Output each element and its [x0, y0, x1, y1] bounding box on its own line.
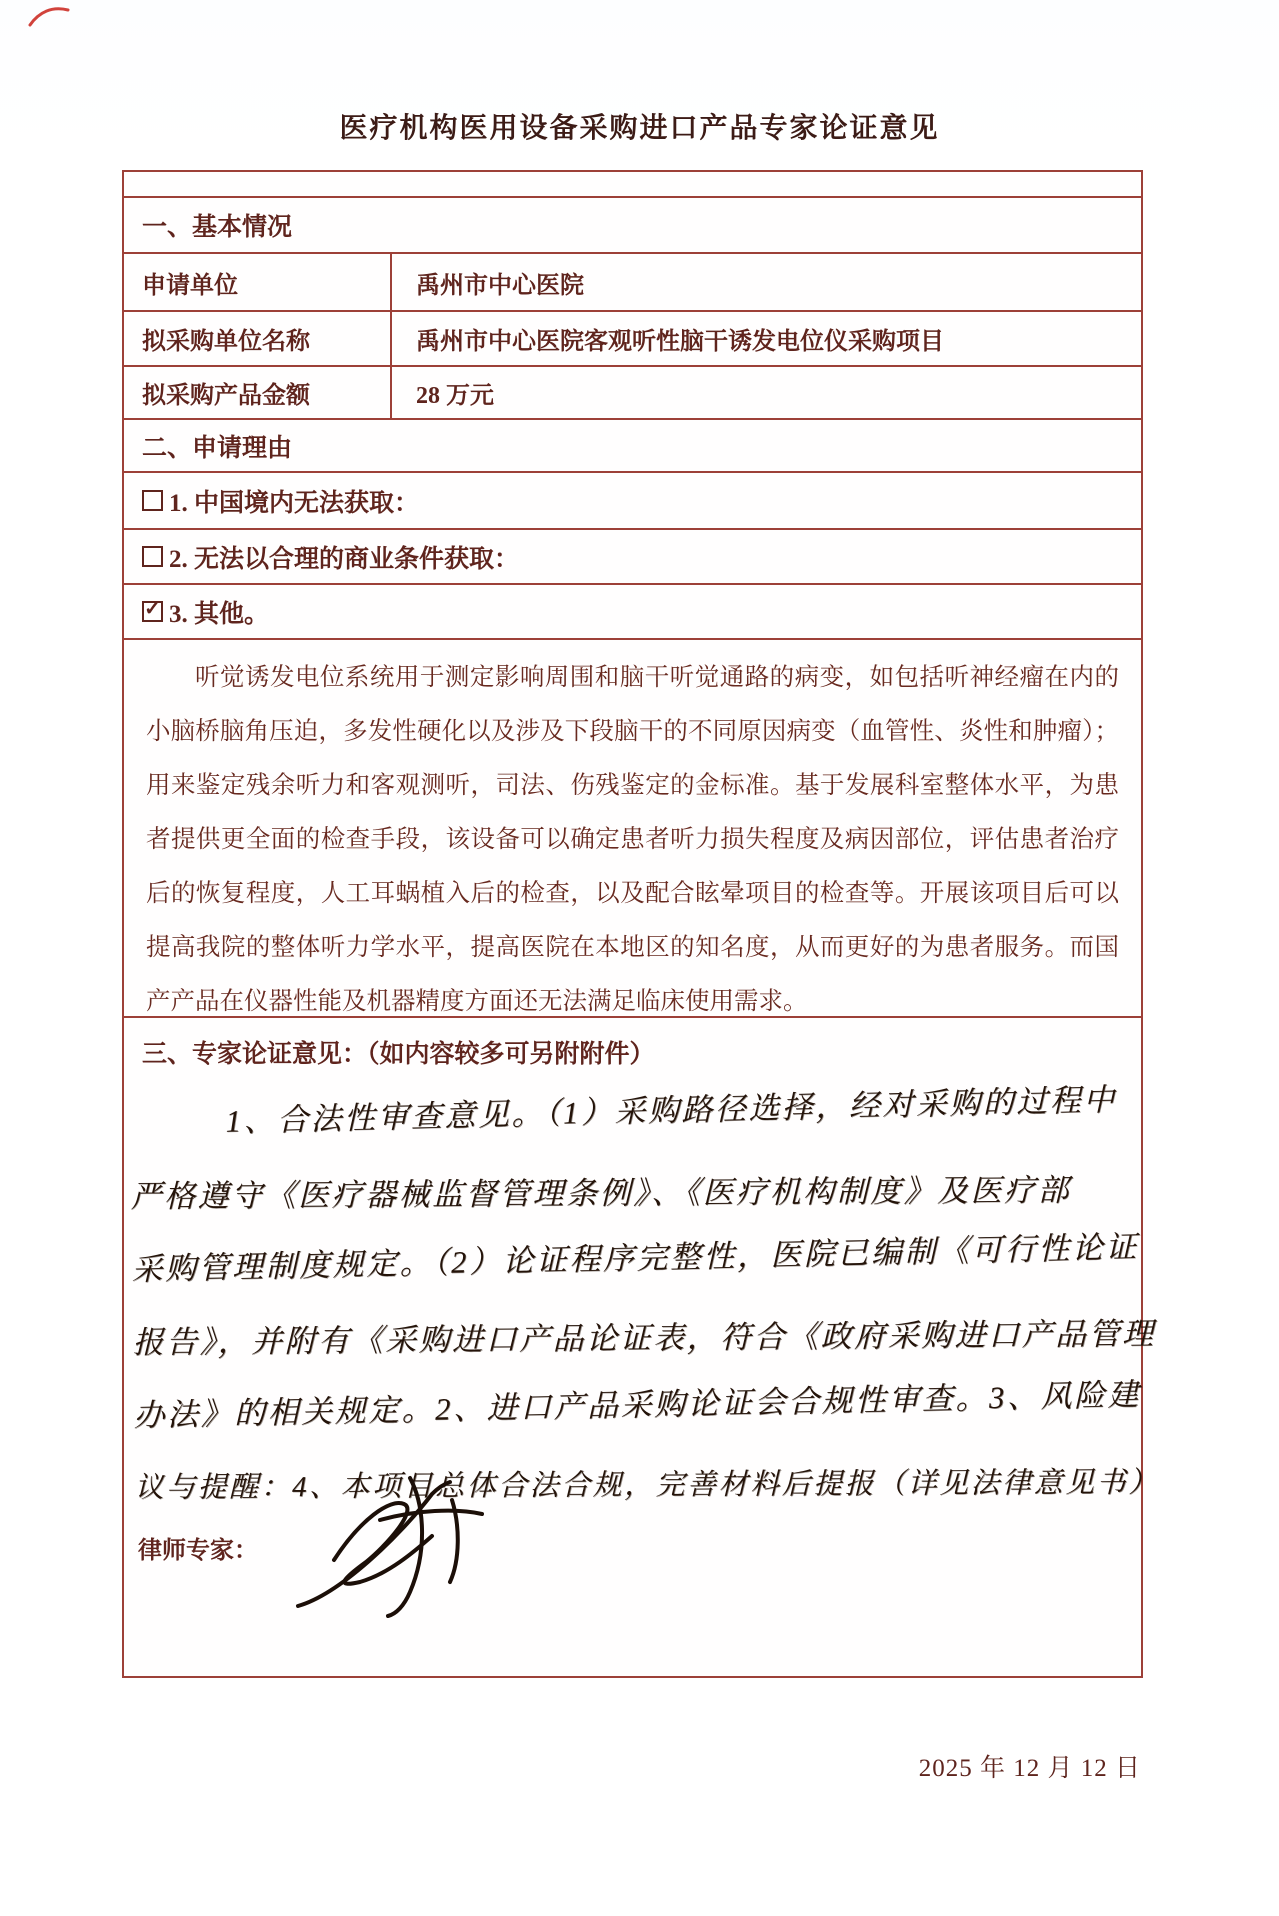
checkbox-checked-icon [142, 598, 163, 622]
handwritten-line: 采购管理制度规定。（2）论证程序完整性，医院已编制《可行性论证 [131, 1229, 1140, 1288]
form-table [122, 170, 1160, 1678]
procurement-amount-label: 拟采购产品金额 [124, 367, 392, 418]
handwritten-line: 办法》的相关规定。2、进口产品采购论证会合规性审查。3、风险建 [133, 1376, 1142, 1434]
section-expert-opinion-heading: 三、专家论证意见：（如内容较多可另附附件） [142, 1041, 655, 1068]
reason-detail-row [124, 638, 1141, 1016]
handwritten-signature [282, 1464, 522, 1634]
reason-option-1-label: 1. 中国境内无法获取： [169, 489, 420, 517]
table-top-strip [124, 172, 1141, 196]
handwritten-line: 报告》，并附有《采购进口产品论证表，符合《政府采购进口产品管理 [132, 1316, 1156, 1361]
table-row [124, 310, 1141, 365]
handwritten-opinion [129, 1073, 1160, 1525]
handwritten-line: 议与提醒：4、本项目总体合法合规，完善材料后提报（详见法律意见书） [134, 1466, 1160, 1505]
signature-block [138, 1516, 522, 1634]
procurement-name-value: 禹州市中心医院客观听性脑干诱发电位仪采购项目 [416, 329, 944, 355]
checkbox-unchecked-icon [142, 546, 163, 567]
section-basic-info-heading: 一、基本情况 [124, 196, 1141, 252]
table-row [124, 365, 1141, 418]
reason-option-3-label: 3. 其他。 [169, 600, 270, 628]
handwritten-line: 1、合法性审查意见。（1）采购路径选择，经对采购的过程中 [225, 1081, 1118, 1139]
red-pen-mark [26, 2, 72, 30]
procurement-name-label: 拟采购单位名称 [124, 312, 392, 365]
reason-detail-paragraph: 听觉诱发电位系统用于测定影响周围和脑干听觉通路的病变，如包括听神经瘤在内的小脑桥脑角压迫，多发性硬化以及涉及下段脑干的不同原因病变（血管性、炎性和肿瘤）；用来鉴定残余听力和客观测听，司法、伤残鉴定的金标准。基于发展科室整体水平，为患者提供更全面的检查手段，该设备可以确定患者听力损失程度及病因部位，评估患者治疗后的恢复程度，人工耳蜗植入后的检查，以及配合眩晕项目的检查等。开展该项目后可以提高我院的整体听力学水平，提高医院在本地区的知名度，从而更好的为患者服务。而国产产品在仪器性能及机器精度方面还无法满足临床使用需求。 [146, 664, 1119, 1015]
document-date: 2025 年 12 月 12 日 [918, 1755, 1141, 1782]
checkbox-unchecked-icon [142, 490, 163, 511]
reason-option-1 [124, 471, 1141, 528]
reason-option-2 [124, 528, 1141, 583]
check-icon: ✓ [144, 598, 161, 620]
lawyer-expert-label: 律师专家： [138, 1538, 258, 1564]
expert-opinion-row [124, 1016, 1160, 1676]
table-row [124, 252, 1141, 310]
page-title: 医疗机构医用设备采购进口产品专家论证意见 [339, 113, 940, 144]
section-application-reason-heading: 二、申请理由 [124, 418, 1141, 471]
reason-option-2-label: 2. 无法以合理的商业条件获取： [169, 545, 520, 573]
applicant-unit-label: 申请单位 [124, 254, 392, 310]
handwritten-line: 严格遵守《医疗器械监督管理条例》、《医疗机构制度》及医疗部 [130, 1172, 1072, 1215]
procurement-amount-value: 28 万元 [416, 383, 494, 409]
reason-option-3 [124, 583, 1141, 638]
applicant-unit-value: 禹州市中心医院 [416, 272, 584, 299]
